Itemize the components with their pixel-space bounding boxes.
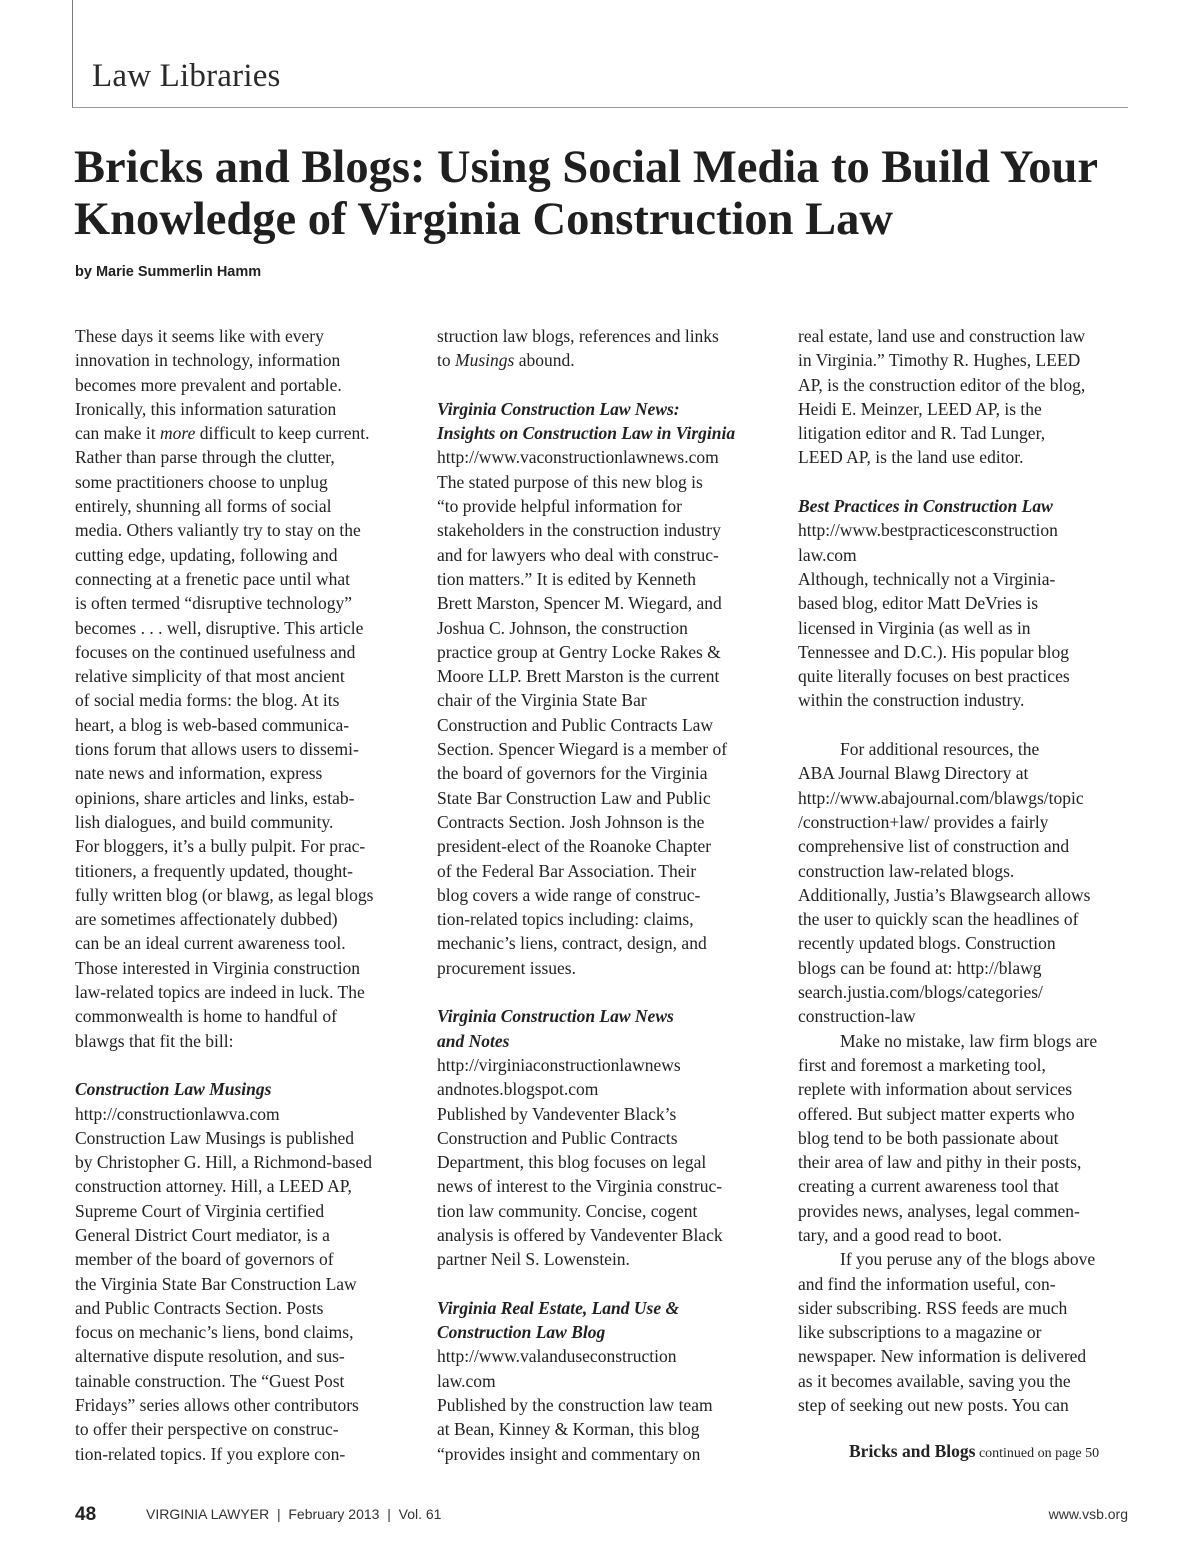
- body-text-line: “to provide helpful information for: [437, 496, 682, 517]
- continued-text: continued on page 50: [975, 1446, 1100, 1461]
- paragraph-gap: [437, 1272, 769, 1296]
- body-text-line: law.com: [437, 1370, 496, 1391]
- body-text-line: their area of law and pithy in their posts,: [798, 1152, 1082, 1173]
- body-text-line: of the Federal Bar Association. Their: [437, 860, 697, 881]
- article-title-line: Knowledge of Virginia Construction Law: [74, 194, 893, 245]
- paragraph-gap: [437, 373, 769, 397]
- body-text-line: These days it seems like with every: [75, 326, 324, 346]
- body-text-line: can be an ideal current awareness tool.: [75, 933, 346, 954]
- body-text-line: alternative dispute resolution, and sus-: [75, 1346, 345, 1367]
- body-text-line: General District Court mediator, is a: [75, 1224, 330, 1245]
- body-text-line: like subscriptions to a magazine or: [798, 1322, 1042, 1343]
- body-text-line: the board of governors for the Virginia: [437, 763, 708, 784]
- body-text-line: Construction Law Musings is published: [75, 1127, 355, 1148]
- body-text-line: member of the board of governors of: [75, 1249, 334, 1270]
- body-text-line: step of seeking out new posts. You can: [798, 1395, 1069, 1416]
- body-text-line: provides news, analyses, legal commen-: [798, 1200, 1080, 1221]
- body-text-line: licensed in Virginia (as well as in: [798, 617, 1031, 638]
- publication-info: [146, 1506, 441, 1522]
- section-label: Law Libraries: [92, 58, 281, 94]
- blog-heading-line: Virginia Real Estate, Land Use &: [437, 1297, 680, 1318]
- paragraph-gap: [798, 470, 1132, 494]
- body-text-line: real estate, land use and construction law: [798, 326, 1086, 346]
- body-text-line: the user to quickly scan the headlines of: [798, 909, 1079, 930]
- body-text-line: law-related topics are indeed in luck. The: [75, 982, 365, 1003]
- body-text-line: If you peruse any of the blogs above: [840, 1249, 1096, 1270]
- body-text-line: Joshua C. Johnson, the construction: [437, 617, 688, 638]
- body-text-line: some practitioners choose to unplug: [75, 471, 328, 492]
- body-text-line: sider subscribing. RSS feeds are much: [798, 1297, 1068, 1318]
- body-text-line: blog tend to be both passionate about: [798, 1127, 1059, 1148]
- body-text-line: Make no mistake, law firm blogs are: [840, 1030, 1098, 1051]
- body-text-line: analysis is offered by Vandeventer Black: [437, 1224, 723, 1245]
- article-column-3: [798, 324, 1132, 1417]
- body-text-line: Construction and Public Contracts: [437, 1127, 678, 1148]
- body-text-line: the Virginia State Bar Construction Law: [75, 1273, 357, 1294]
- body-text-line: focuses on the continued usefulness and: [75, 641, 356, 662]
- byline: by Marie Summerlin Hamm: [75, 264, 262, 280]
- blog-heading-line: Construction Law Musings: [75, 1079, 272, 1100]
- body-text-line: http://www.valanduseconstruction: [437, 1346, 677, 1367]
- body-text-line: procurement issues.: [437, 957, 576, 978]
- body-text-line: The stated purpose of this new blog is: [437, 471, 703, 492]
- body-text-line: ABA Journal Blawg Directory at: [798, 763, 1029, 784]
- body-text-line: blogs can be found at: http://blawg: [798, 957, 1042, 978]
- body-text-line: law.com: [798, 544, 857, 565]
- body-text-line: http://www.vaconstructionlawnews.com: [437, 447, 719, 468]
- body-text-line: nate news and information, express: [75, 763, 323, 784]
- body-text-line: comprehensive list of construction and: [798, 836, 1070, 857]
- body-text-line: tion law community. Concise, cogent: [437, 1200, 698, 1221]
- body-text-line: recently updated blogs. Construction: [798, 933, 1056, 954]
- body-text-line: Published by Vandeventer Black’s: [437, 1103, 677, 1124]
- body-text-line: partner Neil S. Lowenstein.: [437, 1249, 630, 1270]
- blog-heading-line: Construction Law Blog: [437, 1322, 606, 1343]
- body-text-line: Brett Marston, Spencer M. Wiegard, and: [437, 593, 722, 614]
- body-text-line: relative simplicity of that most ancient: [75, 666, 345, 687]
- body-text-line: Contracts Section. Josh Johnson is the: [437, 811, 705, 832]
- article-column-1: [75, 324, 405, 1466]
- body-text-line: Tennessee and D.C.). His popular blog: [798, 641, 1069, 662]
- body-text-line: blog covers a wide range of construc-: [437, 884, 701, 905]
- body-text-line: by Christopher G. Hill, a Richmond-based: [75, 1152, 372, 1173]
- blog-heading-line: Insights on Construction Law in Virginia: [437, 423, 736, 444]
- body-text-line: Although, technically not a Virginia-: [798, 568, 1056, 589]
- body-text-line: lish dialogues, and build community.: [75, 811, 334, 832]
- body-text-line: Construction and Public Contracts Law: [437, 714, 714, 735]
- body-text-line: http://virginiaconstructionlawnews: [437, 1054, 681, 1075]
- body-text-line: can make it more difficult to keep current.: [75, 423, 370, 444]
- body-text-line: AP, is the construction editor of the blog,: [798, 374, 1086, 395]
- body-text-line: news of interest to the Virginia construc-: [437, 1176, 723, 1197]
- blog-heading-line: Virginia Construction Law News: [437, 1006, 674, 1027]
- body-text-line: tion matters.” It is edited by Kenneth: [437, 568, 697, 589]
- body-text-line: For bloggers, it’s a bully pulpit. For prac-: [75, 836, 366, 857]
- body-text-line: blawgs that fit the bill:: [75, 1030, 234, 1051]
- body-text-line: of social media forms: the blog. At its: [75, 690, 340, 711]
- body-text-line: Published by the construction law team: [437, 1395, 713, 1416]
- body-text-line: heart, a blog is web-based communica-: [75, 714, 350, 735]
- body-text-line: tion-related topics. If you explore con-: [75, 1443, 346, 1464]
- body-text-line: and for lawyers who deal with construc-: [437, 544, 719, 565]
- body-text-line: becomes more prevalent and portable.: [75, 374, 342, 395]
- body-text-line: stakeholders in the construction industry: [437, 520, 721, 541]
- body-text-line: Those interested in Virginia construction: [75, 957, 361, 978]
- section-rule-horizontal: [72, 107, 1128, 108]
- article-column-2: [437, 324, 769, 1466]
- article-title-line: Bricks and Blogs: Using Social Media to Build Your: [74, 142, 1099, 193]
- body-text-line: struction law blogs, references and links: [437, 326, 719, 346]
- body-text-line: construction law-related blogs.: [798, 860, 1015, 881]
- body-text-line: at Bean, Kinney & Korman, this blog: [437, 1419, 700, 1440]
- body-text-line: and Public Contracts Section. Posts: [75, 1297, 324, 1318]
- paragraph-gap: [798, 713, 1132, 737]
- body-text-line: president-elect of the Roanoke Chapter: [437, 836, 712, 857]
- body-text-line: chair of the Virginia State Bar: [437, 690, 647, 711]
- emphasis: more: [160, 423, 196, 444]
- body-text-line: are sometimes affectionately dubbed): [75, 909, 338, 930]
- body-text-line: andnotes.blogspot.com: [437, 1079, 599, 1100]
- continued-title: Bricks and Blogs: [849, 1441, 976, 1461]
- emphasis: Musings: [455, 350, 515, 371]
- body-text-line: LEED AP, is the land use editor.: [798, 447, 1024, 468]
- body-text-line: is often termed “disruptive technology”: [75, 593, 353, 614]
- body-text-line: Supreme Court of Virginia certified: [75, 1200, 325, 1221]
- blog-heading-line: and Notes: [437, 1030, 510, 1051]
- paragraph-gap: [437, 980, 769, 1004]
- body-text-line: to Musings abound.: [437, 350, 575, 371]
- body-text-line: Department, this blog focuses on legal: [437, 1152, 707, 1173]
- body-text-line: as it becomes available, saving you the: [798, 1370, 1071, 1391]
- body-text-line: cutting edge, updating, following and: [75, 544, 338, 565]
- body-text-line: Rather than parse through the clutter,: [75, 447, 335, 468]
- body-text-line: Section. Spencer Wiegard is a member of: [437, 739, 728, 760]
- body-text-line: tion-related topics including: claims,: [437, 909, 694, 930]
- publication-info-text: VIRGINIA LAWYER | February 2013 | Vol. 61: [146, 1506, 442, 1522]
- body-text-line: Fridays” series allows other contributors: [75, 1395, 359, 1416]
- body-text-line: http://constructionlawva.com: [75, 1103, 280, 1124]
- body-text-line: For additional resources, the: [840, 739, 1040, 760]
- body-text-line: quite literally focuses on best practices: [798, 666, 1070, 687]
- body-text-line: commonwealth is home to handful of: [75, 1006, 337, 1027]
- article-title: [74, 142, 1154, 246]
- body-text-line: Additionally, Justia’s Blawgsearch allows: [798, 884, 1091, 905]
- body-text-line: media. Others valiantly try to stay on the: [75, 520, 361, 541]
- body-text-line: http://www.abajournal.com/blawgs/topic: [798, 787, 1084, 808]
- body-text-line: opinions, share articles and links, estab-: [75, 787, 355, 808]
- blog-heading-line: Best Practices in Construction Law: [798, 496, 1053, 517]
- body-text-line: mechanic’s liens, contract, design, and: [437, 933, 707, 954]
- body-text-line: search.justia.com/blogs/categories/: [798, 982, 1043, 1003]
- blog-heading-line: Virginia Construction Law News:: [437, 398, 680, 419]
- body-text-line: newspaper. New information is delivered: [798, 1346, 1087, 1367]
- body-text-line: Heidi E. Meinzer, LEED AP, is the: [798, 398, 1042, 419]
- body-text-line: Moore LLP. Brett Marston is the current: [437, 666, 720, 687]
- body-text-line: /construction+law/ provides a fairly: [798, 811, 1049, 832]
- body-text-line: replete with information about services: [798, 1079, 1073, 1100]
- body-text-line: connecting at a frenetic pace until what: [75, 568, 351, 589]
- body-text-line: to offer their perspective on construc-: [75, 1419, 339, 1440]
- continued-note: [849, 1441, 1099, 1462]
- body-text-line: litigation editor and R. Tad Lunger,: [798, 423, 1046, 444]
- body-text-line: titioners, a frequently updated, thought-: [75, 860, 353, 881]
- body-text-line: practice group at Gentry Locke Rakes &: [437, 641, 721, 662]
- body-text-line: “provides insight and commentary on: [437, 1443, 701, 1464]
- website-url[interactable]: www.vsb.org: [1048, 1506, 1128, 1522]
- paragraph-gap: [75, 1053, 405, 1077]
- body-text-line: focus on mechanic’s liens, bond claims,: [75, 1322, 354, 1343]
- body-text-line: construction-law: [798, 1006, 916, 1027]
- body-text-line: and find the information useful, con-: [798, 1273, 1056, 1294]
- body-text-line: entirely, shunning all forms of social: [75, 496, 332, 517]
- body-text-line: within the construction industry.: [798, 690, 1025, 711]
- body-text-line: in Virginia.” Timothy R. Hughes, LEED: [798, 350, 1081, 371]
- body-text-line: innovation in technology, information: [75, 350, 341, 371]
- body-text-line: tainable construction. The “Guest Post: [75, 1370, 345, 1391]
- section-rule-vertical: [72, 0, 73, 108]
- body-text-line: fully written blog (or blawg, as legal blogs: [75, 884, 374, 905]
- body-text-line: tions forum that allows users to dissemi-: [75, 739, 359, 760]
- body-text-line: based blog, editor Matt DeVries is: [798, 593, 1039, 614]
- body-text-line: tary, and a good read to boot.: [798, 1224, 1002, 1245]
- body-text-line: State Bar Construction Law and Public: [437, 787, 711, 808]
- body-text-line: becomes . . . well, disruptive. This article: [75, 617, 364, 638]
- page-number: 48: [75, 1504, 97, 1525]
- body-text-line: first and foremost a marketing tool,: [798, 1054, 1046, 1075]
- body-text-line: offered. But subject matter experts who: [798, 1103, 1075, 1124]
- body-text-line: creating a current awareness tool that: [798, 1176, 1059, 1197]
- body-text-line: Ironically, this information saturation: [75, 398, 337, 419]
- body-text-line: http://www.bestpracticesconstruction: [798, 520, 1058, 541]
- body-text-line: construction attorney. Hill, a LEED AP,: [75, 1176, 352, 1197]
